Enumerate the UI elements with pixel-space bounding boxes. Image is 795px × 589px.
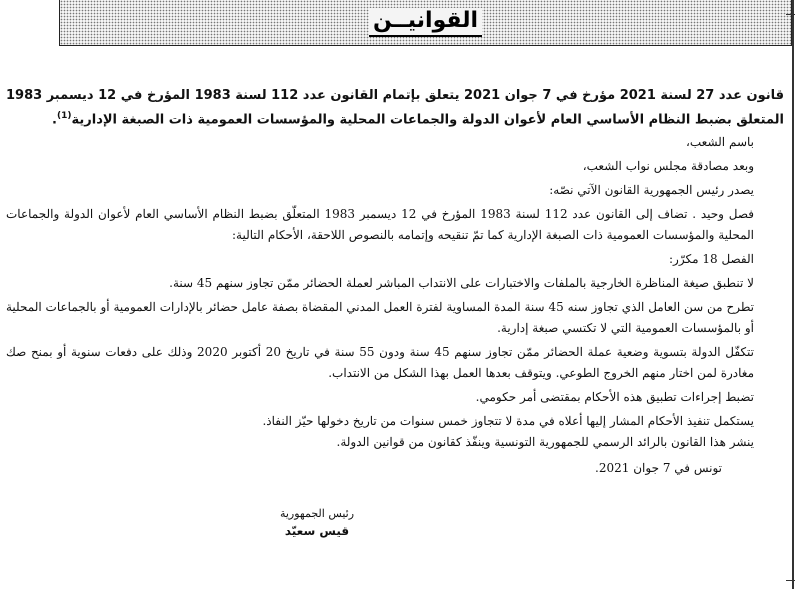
section-title: القوانيــن [369,8,482,37]
edge-tick [786,14,795,15]
article-paragraph: لا تنطبق صيغة المناظرة الخارجية بالملفات والاختبارات على الانتداب المباشر لعملة الحضائر ممّن تجاوز سنهم 45 سنة. [169,276,754,291]
law-heading-end: . [52,112,57,128]
article-paragraph: تتكفّل الدولة بتسوية وضعية عملة الحضائر ممّن تجاوز سنهم 45 سنة ودون 55 سنة في تاريخ 20 أكتوبر 2020 وذلك على دفعات سنوية أو بمنح صك مغادرة لمن اختار منهم الخروج الطوعي. ويتوقف بعدها العمل بهذا الشكل من الانتداب. [6,345,754,381]
signature-block [252,505,382,540]
article-paragraph: تطرح من سن العامل الذي تجاوز سنه 45 سنة المدة المساوية لفترة العمل المدني المقضاة بصفة عامل حضائر بالإدارات العمومية أو بالجماعات المحلية أو بالمؤسسات العمومية التي لا تكتسي صبغة إدارية. [6,300,755,336]
page-edge-line [792,0,794,589]
place-date: تونس في 7 جوان 2021. [595,461,722,476]
preamble-president: يصدر رئيس الجمهورية القانون الآتي نصّه: [549,183,754,198]
sole-article: فصل وحيد . تضاف إلى القانون عدد 112 لسنة 1983 المؤرخ في 12 ديسمبر 1983 المتعلّق بضبط النظام الأساسي العام لأعوان الدولة والجماعات المحلية والمؤسسات العمومية ذات الصبغة الإدارية كما تمّ تنقيحه وإتمامه بالنصوص اللاحقة، الأحكام التالية: [6,207,754,243]
article-paragraph: تضبط إجراءات تطبيق هذه الأحكام بمقتضى أمر حكومي. [475,390,754,405]
publication-clause: ينشر هذا القانون بالرائد الرسمي للجمهورية التونسية وينفّذ كقانون من قوانين الدولة. [336,435,754,450]
edge-tick [786,580,795,581]
article-paragraph: يستكمل تنفيذ الأحكام المشار إليها أعلاه في مدة لا تتجاوز خمس سنوات من تاريخ دخولها حيّز النفاذ. [262,414,754,429]
preamble-people: باسم الشعب، [686,135,754,150]
signature-name: قيس سعيّد [284,524,350,538]
section-banner [59,0,792,46]
footnote-mark: (1) [56,111,72,121]
signature-title: رئيس الجمهورية [279,507,355,520]
law-document [6,86,784,479]
law-heading [6,86,784,130]
preamble-parliament: وبعد مصادقة مجلس نواب الشعب، [582,159,754,174]
law-heading-text: قانون عدد 27 لسنة 2021 مؤرخ في 7 جوان 2021 يتعلق بإتمام القانون عدد 112 لسنة 1983 المؤرخ في 12 ديسمبر 1983 المتعلق بضبط النظام الأساسي العام لأعوان الدولة والجماعات المحلية والمؤسسات العمومية ذات الصبغة الإدارية [6,88,785,128]
article-18-bis-title: الفصل 18 مكرّر: [669,252,754,267]
